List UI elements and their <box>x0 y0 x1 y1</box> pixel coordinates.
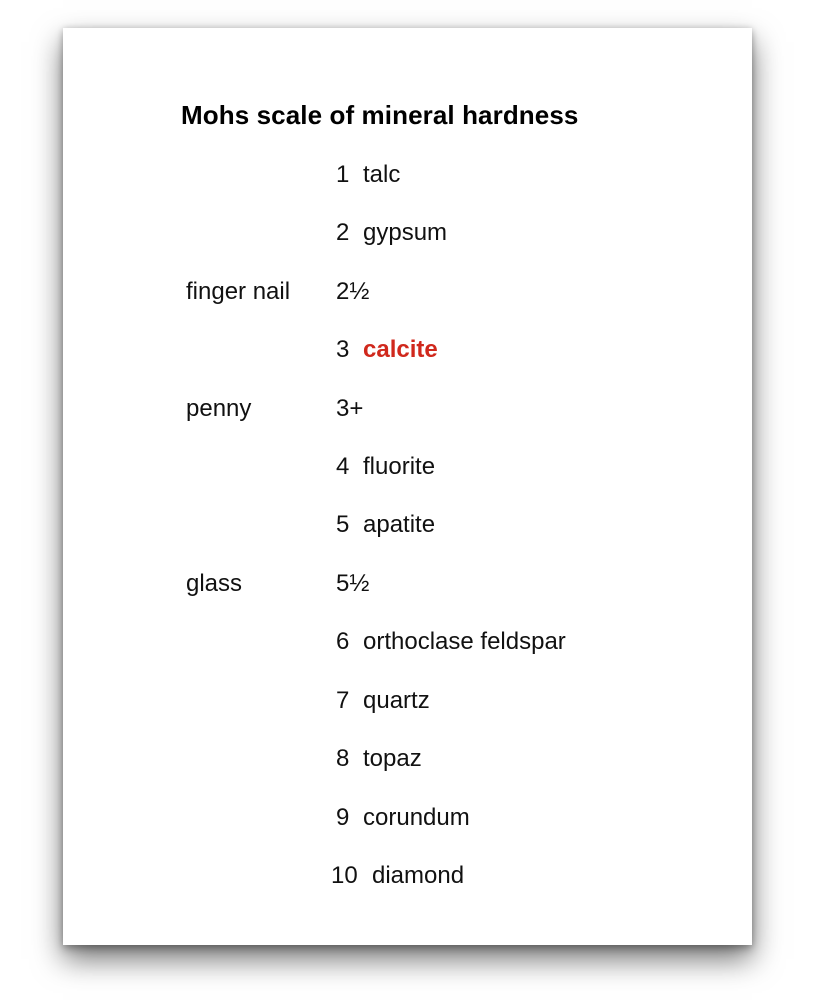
mineral-name: talc <box>363 161 401 188</box>
mineral-name: corundum <box>363 804 470 831</box>
reference-object: glass <box>186 570 243 597</box>
scale-row <box>63 628 752 658</box>
hardness-value: 7 <box>336 687 350 714</box>
scale-row <box>63 862 752 892</box>
scale-row <box>63 395 752 425</box>
reference-object: finger nail <box>186 278 291 305</box>
scale-row <box>63 219 752 249</box>
hardness-value: 3 <box>336 336 350 363</box>
hardness-value: 10 <box>331 862 358 889</box>
mineral-name: diamond <box>372 862 465 889</box>
mineral-name: quartz <box>363 687 430 714</box>
scale-row <box>63 745 752 775</box>
scale-row <box>63 453 752 483</box>
mineral-name: topaz <box>363 745 422 772</box>
scale-row <box>63 161 752 191</box>
scale-row <box>63 687 752 717</box>
hardness-value: 4 <box>336 453 350 480</box>
scale-row <box>63 278 752 308</box>
hardness-value: 2 <box>336 219 350 246</box>
hardness-value: 9 <box>336 804 350 831</box>
hardness-value: 8 <box>336 745 350 772</box>
mineral-name: orthoclase feldspar <box>363 628 566 655</box>
scale-row <box>63 336 752 366</box>
hardness-value: 2½ <box>336 278 370 305</box>
hardness-value: 3+ <box>336 395 364 422</box>
mineral-name-highlighted: calcite <box>363 336 438 363</box>
hardness-value: 5 <box>336 511 350 538</box>
scale-row <box>63 570 752 600</box>
scale-row <box>63 804 752 834</box>
document-page <box>63 28 752 945</box>
mineral-name: fluorite <box>363 453 436 480</box>
page-title: Mohs scale of mineral hardness <box>181 100 579 130</box>
hardness-value: 6 <box>336 628 350 655</box>
mineral-name: apatite <box>363 511 436 538</box>
hardness-value: 1 <box>336 161 350 188</box>
mineral-name: gypsum <box>363 219 448 246</box>
hardness-value: 5½ <box>336 570 370 597</box>
scale-row <box>63 511 752 541</box>
reference-object: penny <box>186 395 252 422</box>
